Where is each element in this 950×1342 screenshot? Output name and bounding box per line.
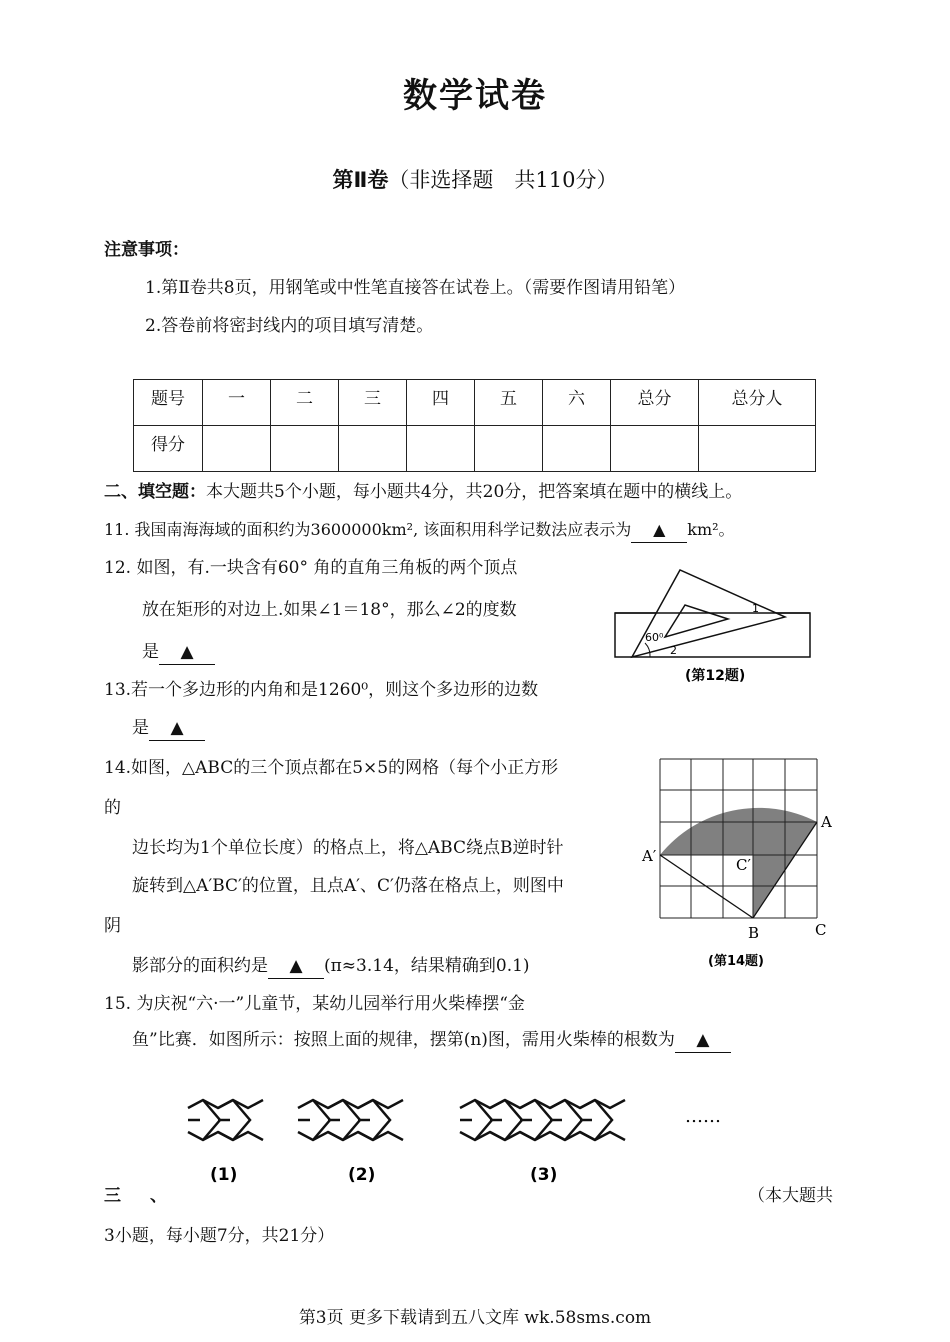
- q13-line2: [132, 716, 205, 741]
- score-cell[interactable]: [611, 426, 699, 472]
- section3-heading-b: 、: [150, 1186, 167, 1206]
- table-header: 总分: [611, 380, 699, 426]
- point-c-prime-label: C′: [736, 856, 751, 874]
- table-header: 一: [203, 380, 271, 426]
- table-header: 五: [475, 380, 543, 426]
- score-cell[interactable]: [699, 426, 816, 472]
- score-table-row: [134, 426, 816, 472]
- sequence-ellipsis: ……: [685, 1106, 721, 1127]
- q14-figure: [638, 755, 838, 973]
- q14-answer-blank[interactable]: [268, 954, 324, 979]
- answer-mark: ▲: [696, 1030, 710, 1050]
- q12-line3: [142, 640, 215, 665]
- part-subtitle: [0, 164, 950, 194]
- q12-line1: 12. 如图，有.一块含有60° 角的直角三角板的两个顶点: [104, 558, 518, 578]
- q13-line2-text: 是: [132, 718, 149, 738]
- answer-mark: ▲: [653, 520, 666, 539]
- q11-body: 11. 我国南海海域的面积约为3600000km², 该面积用科学记数法应表示为: [104, 520, 632, 539]
- table-header: 总分人: [699, 380, 816, 426]
- score-cell[interactable]: [271, 426, 339, 472]
- q11-text: [104, 518, 735, 543]
- q15-line2: [132, 1028, 731, 1053]
- score-cell[interactable]: [543, 426, 611, 472]
- page-footer: 第3页 更多下载请到五八文库 wk.58sms.com: [298, 1308, 652, 1328]
- point-a-prime-label: A′: [642, 847, 657, 865]
- score-cell[interactable]: [407, 426, 475, 472]
- point-c-label: C: [815, 921, 827, 939]
- goldfish-figure-3: [460, 1100, 625, 1140]
- q14-line3: 旋转到△A′BC′的位置，且点A′、C′仍落在格点上，则图中: [132, 876, 564, 896]
- q12-caption: (第12题): [685, 668, 746, 684]
- angle-2-label: 2: [670, 644, 677, 657]
- score-cell[interactable]: [203, 426, 271, 472]
- q14-line1b: 的: [104, 798, 121, 818]
- point-a-label: A: [821, 813, 832, 831]
- q14-caption: (第14题): [708, 954, 764, 969]
- table-header: 题号: [134, 380, 203, 426]
- table-header: 六: [543, 380, 611, 426]
- angle-60-label: 60⁰: [645, 631, 664, 644]
- goldfish-figure-1: [188, 1100, 263, 1140]
- q14-line1: 14.如图，△ABC的三个顶点都在5×5的网格（每个小正方形: [104, 758, 559, 778]
- section3-desc-a: （本大题共: [748, 1186, 833, 1206]
- figure-label-2: (2): [348, 1165, 376, 1185]
- page-title: 数学试卷: [403, 76, 547, 116]
- q15-figure: [180, 1090, 740, 1190]
- q13-answer-blank[interactable]: [149, 716, 205, 741]
- section2-desc: 本大题共5个小题，每小题共4分，共20分，把答案填在题中的横线上。: [206, 482, 743, 502]
- q14-line4-note: (π≈3.14，结果精确到0.1): [324, 956, 530, 976]
- notice-item-1: 1.第Ⅱ卷共8页，用钢笔或中性笔直接答在试卷上。（需要作图请用铅笔）: [145, 278, 686, 298]
- goldfish-figure-2: [298, 1100, 403, 1140]
- section3-heading-a: 三: [104, 1186, 121, 1206]
- table-header: 四: [407, 380, 475, 426]
- answer-mark: ▲: [170, 718, 184, 738]
- q12-figure: [610, 565, 820, 687]
- point-b-label: B: [748, 924, 760, 942]
- part-label: 第Ⅱ卷: [332, 168, 389, 192]
- notice-heading: 注意事项：: [104, 240, 189, 260]
- q15-line1: 15. 为庆祝“六·一”儿童节，某幼儿园举行用火柴棒摆“金: [104, 994, 525, 1014]
- angle-1-label: 1: [752, 602, 759, 615]
- figure-label-1: (1): [210, 1165, 238, 1185]
- q14-line2: 边长均为1个单位长度）的格点上，将△ABC绕点B逆时针: [132, 838, 564, 858]
- notice-item-2: 2.答卷前将密封线内的项目填写清楚。: [145, 316, 434, 336]
- q12-answer-blank[interactable]: [159, 640, 215, 665]
- section2-heading: 二、填空题：: [104, 482, 206, 502]
- answer-mark: ▲: [180, 642, 194, 662]
- figure-label-3: (3): [530, 1165, 558, 1185]
- q14-line4-text: 影部分的面积约是: [132, 956, 268, 976]
- answer-mark: ▲: [289, 956, 303, 976]
- section2-line: [104, 480, 742, 504]
- q11-answer-blank[interactable]: [631, 518, 687, 543]
- score-table-header-row: [134, 380, 816, 426]
- q15-line2-text: 鱼”比赛．如图所示：按照上面的规律，摆第(n)图，需用火柴棒的根数为: [132, 1030, 675, 1050]
- q14-line4: [132, 954, 530, 979]
- score-cell[interactable]: [339, 426, 407, 472]
- q11-unit: km²。: [687, 520, 735, 539]
- q15-answer-blank[interactable]: [675, 1028, 731, 1053]
- section3-desc-b: 3小题，每小题7分，共21分）: [104, 1226, 335, 1246]
- part-desc: （非选择题 共110分）: [388, 168, 618, 192]
- q14-line3b: 阴: [104, 916, 121, 936]
- table-header: 三: [339, 380, 407, 426]
- table-header: 二: [271, 380, 339, 426]
- score-cell[interactable]: [475, 426, 543, 472]
- score-row-label: 得分: [134, 426, 203, 472]
- q13-line1: 13.若一个多边形的内角和是1260⁰，则这个多边形的边数: [104, 680, 539, 700]
- score-table: [133, 379, 816, 472]
- q12-line2: 放在矩形的对边上.如果∠1＝18°，那么∠2的度数: [142, 600, 517, 620]
- q12-line3-text: 是: [142, 642, 159, 662]
